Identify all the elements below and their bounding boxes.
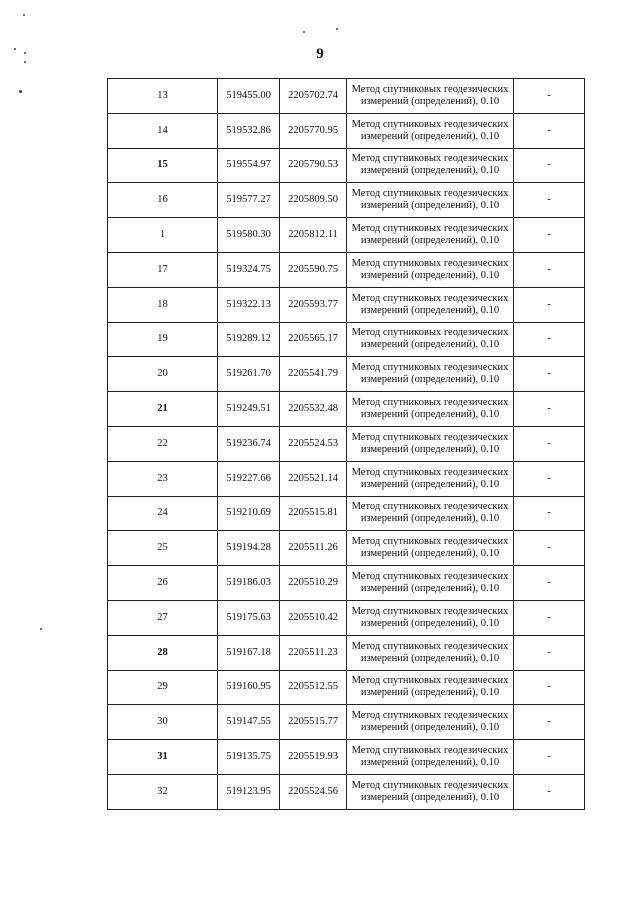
point-number-cell: 16: [108, 183, 218, 218]
method-accuracy-cell: Метод спутниковых геодезических измерений (определений), 0.10: [347, 740, 514, 775]
table-row: [108, 600, 585, 635]
y-coordinate-cell: 2205590.75: [280, 252, 347, 287]
note-cell: -: [514, 774, 585, 809]
method-accuracy-cell: Метод спутниковых геодезических измерений (определений), 0.10: [347, 183, 514, 218]
y-coordinate-cell: 2205593.77: [280, 287, 347, 322]
method-accuracy-cell: Метод спутниковых геодезических измерений (определений), 0.10: [347, 496, 514, 531]
x-coordinate-cell: 519123.95: [218, 774, 280, 809]
point-number-cell: 18: [108, 287, 218, 322]
x-coordinate-cell: 519167.18: [218, 635, 280, 670]
table-row: [108, 79, 585, 114]
x-coordinate-cell: 519554.97: [218, 148, 280, 183]
scan-speck: [23, 14, 25, 16]
method-accuracy-cell: Метод спутниковых геодезических измерений (определений), 0.10: [347, 426, 514, 461]
point-number-cell: 1: [108, 218, 218, 253]
point-number-cell: 13: [108, 79, 218, 114]
y-coordinate-cell: 2205809.50: [280, 183, 347, 218]
table-row: [108, 357, 585, 392]
point-number-cell: 30: [108, 705, 218, 740]
x-coordinate-cell: 519532.86: [218, 113, 280, 148]
point-number-cell: 21: [108, 392, 218, 427]
point-number-cell: 19: [108, 322, 218, 357]
point-number-cell: 27: [108, 600, 218, 635]
table-row: [108, 740, 585, 775]
y-coordinate-cell: 2205812.11: [280, 218, 347, 253]
x-coordinate-cell: 519210.69: [218, 496, 280, 531]
y-coordinate-cell: 2205565.17: [280, 322, 347, 357]
y-coordinate-cell: 2205510.42: [280, 600, 347, 635]
coordinates-table: [107, 78, 585, 810]
note-cell: -: [514, 670, 585, 705]
x-coordinate-cell: 519175.63: [218, 600, 280, 635]
table-row: [108, 426, 585, 461]
table-row: [108, 322, 585, 357]
point-number-cell: 24: [108, 496, 218, 531]
note-cell: -: [514, 496, 585, 531]
y-coordinate-cell: 2205524.56: [280, 774, 347, 809]
x-coordinate-cell: 519289.12: [218, 322, 280, 357]
point-number-cell: 29: [108, 670, 218, 705]
note-cell: -: [514, 357, 585, 392]
y-coordinate-cell: 2205512.55: [280, 670, 347, 705]
method-accuracy-cell: Метод спутниковых геодезических измерений (определений), 0.10: [347, 774, 514, 809]
y-coordinate-cell: 2205511.23: [280, 635, 347, 670]
note-cell: -: [514, 287, 585, 322]
x-coordinate-cell: 519186.03: [218, 566, 280, 601]
x-coordinate-cell: 519580.30: [218, 218, 280, 253]
x-coordinate-cell: 519249.51: [218, 392, 280, 427]
point-number-cell: 26: [108, 566, 218, 601]
method-accuracy-cell: Метод спутниковых геодезических измерений (определений), 0.10: [347, 461, 514, 496]
x-coordinate-cell: 519322.13: [218, 287, 280, 322]
scan-speck: [19, 90, 22, 93]
note-cell: -: [514, 322, 585, 357]
x-coordinate-cell: 519160.95: [218, 670, 280, 705]
table-row: [108, 183, 585, 218]
method-accuracy-cell: Метод спутниковых геодезических измерений (определений), 0.10: [347, 287, 514, 322]
note-cell: -: [514, 392, 585, 427]
y-coordinate-cell: 2205521.14: [280, 461, 347, 496]
table-row: [108, 218, 585, 253]
x-coordinate-cell: 519147.55: [218, 705, 280, 740]
table-row: [108, 148, 585, 183]
y-coordinate-cell: 2205511.26: [280, 531, 347, 566]
x-coordinate-cell: 519261.70: [218, 357, 280, 392]
note-cell: -: [514, 635, 585, 670]
point-number-cell: 23: [108, 461, 218, 496]
note-cell: -: [514, 600, 585, 635]
table-row: [108, 670, 585, 705]
y-coordinate-cell: 2205515.77: [280, 705, 347, 740]
method-accuracy-cell: Метод спутниковых геодезических измерений (определений), 0.10: [347, 566, 514, 601]
point-number-cell: 17: [108, 252, 218, 287]
method-accuracy-cell: Метод спутниковых геодезических измерений (определений), 0.10: [347, 113, 514, 148]
method-accuracy-cell: Метод спутниковых геодезических измерений (определений), 0.10: [347, 392, 514, 427]
note-cell: -: [514, 113, 585, 148]
x-coordinate-cell: 519227.66: [218, 461, 280, 496]
note-cell: -: [514, 566, 585, 601]
x-coordinate-cell: 519194.28: [218, 531, 280, 566]
table-row: [108, 113, 585, 148]
y-coordinate-cell: 2205515.81: [280, 496, 347, 531]
note-cell: -: [514, 531, 585, 566]
y-coordinate-cell: 2205524.53: [280, 426, 347, 461]
scan-speck: [336, 28, 338, 30]
note-cell: -: [514, 79, 585, 114]
point-number-cell: 31: [108, 740, 218, 775]
coordinates-table-body: [108, 79, 585, 810]
point-number-cell: 15: [108, 148, 218, 183]
method-accuracy-cell: Метод спутниковых геодезических измерений (определений), 0.10: [347, 670, 514, 705]
table-row: [108, 461, 585, 496]
x-coordinate-cell: 519455.00: [218, 79, 280, 114]
table-row: [108, 252, 585, 287]
method-accuracy-cell: Метод спутниковых геодезических измерений (определений), 0.10: [347, 322, 514, 357]
method-accuracy-cell: Метод спутниковых геодезических измерений (определений), 0.10: [347, 148, 514, 183]
table-row: [108, 392, 585, 427]
y-coordinate-cell: 2205770.95: [280, 113, 347, 148]
scan-speck: [303, 31, 305, 33]
note-cell: -: [514, 218, 585, 253]
table-row: [108, 774, 585, 809]
point-number-cell: 25: [108, 531, 218, 566]
method-accuracy-cell: Метод спутниковых геодезических измерений (определений), 0.10: [347, 357, 514, 392]
point-number-cell: 28: [108, 635, 218, 670]
note-cell: -: [514, 740, 585, 775]
y-coordinate-cell: 2205541.79: [280, 357, 347, 392]
note-cell: -: [514, 461, 585, 496]
method-accuracy-cell: Метод спутниковых геодезических измерений (определений), 0.10: [347, 79, 514, 114]
note-cell: -: [514, 252, 585, 287]
scan-speck: [40, 628, 42, 630]
table-row: [108, 635, 585, 670]
y-coordinate-cell: 2205532.48: [280, 392, 347, 427]
page-number: 9: [316, 46, 324, 62]
x-coordinate-cell: 519135.75: [218, 740, 280, 775]
method-accuracy-cell: Метод спутниковых геодезических измерений (определений), 0.10: [347, 600, 514, 635]
table-row: [108, 705, 585, 740]
note-cell: -: [514, 183, 585, 218]
point-number-cell: 22: [108, 426, 218, 461]
x-coordinate-cell: 519236.74: [218, 426, 280, 461]
point-number-cell: 20: [108, 357, 218, 392]
y-coordinate-cell: 2205510.29: [280, 566, 347, 601]
table-row: [108, 531, 585, 566]
y-coordinate-cell: 2205790.53: [280, 148, 347, 183]
method-accuracy-cell: Метод спутниковых геодезических измерений (определений), 0.10: [347, 635, 514, 670]
note-cell: -: [514, 705, 585, 740]
y-coordinate-cell: 2205519.93: [280, 740, 347, 775]
method-accuracy-cell: Метод спутниковых геодезических измерений (определений), 0.10: [347, 705, 514, 740]
y-coordinate-cell: 2205702.74: [280, 79, 347, 114]
table-row: [108, 566, 585, 601]
x-coordinate-cell: 519577.27: [218, 183, 280, 218]
x-coordinate-cell: 519324.75: [218, 252, 280, 287]
note-cell: -: [514, 426, 585, 461]
note-cell: -: [514, 148, 585, 183]
table-row: [108, 496, 585, 531]
point-number-cell: 32: [108, 774, 218, 809]
table-row: [108, 287, 585, 322]
point-number-cell: 14: [108, 113, 218, 148]
method-accuracy-cell: Метод спутниковых геодезических измерений (определений), 0.10: [347, 218, 514, 253]
method-accuracy-cell: Метод спутниковых геодезических измерений (определений), 0.10: [347, 252, 514, 287]
method-accuracy-cell: Метод спутниковых геодезических измерений (определений), 0.10: [347, 531, 514, 566]
